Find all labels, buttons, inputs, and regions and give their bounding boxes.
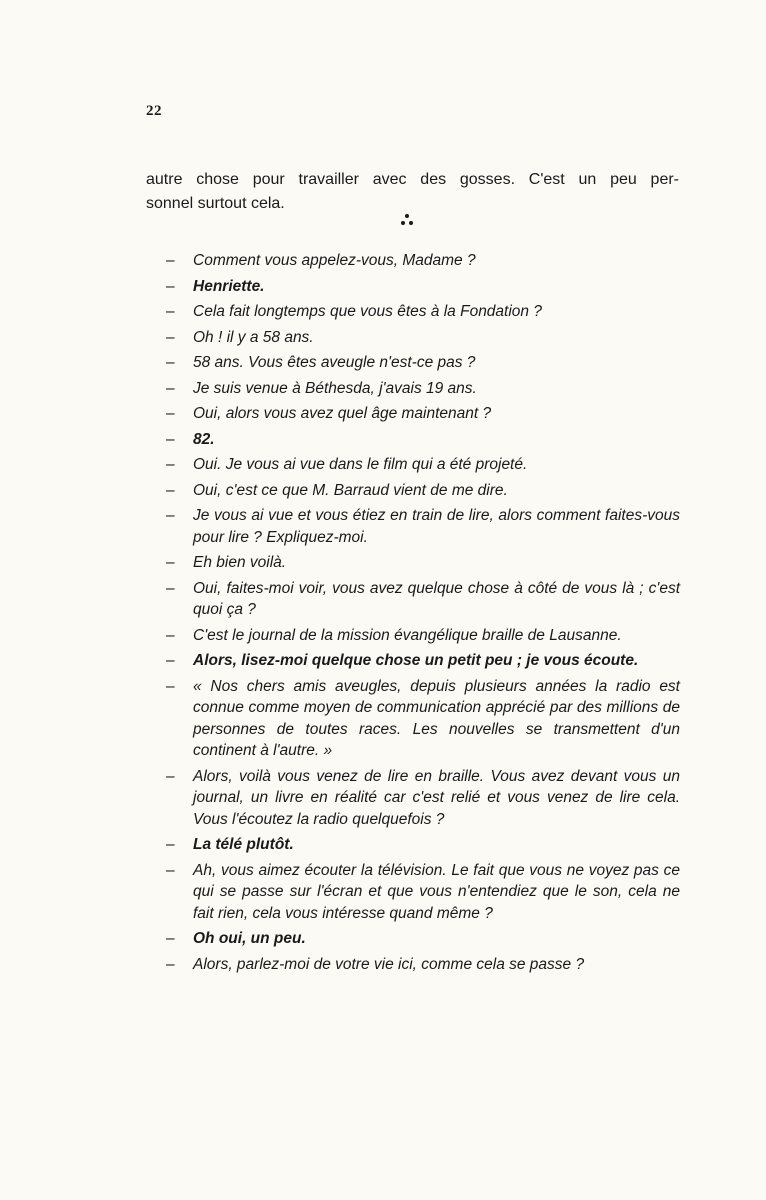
intro-paragraph bbox=[146, 168, 679, 216]
dialogue-dash: – bbox=[166, 652, 175, 669]
dialogue-dash: – bbox=[166, 677, 175, 695]
dialogue-dash: – bbox=[166, 579, 175, 597]
dialogue-line bbox=[166, 928, 680, 950]
dialogue-text: Oui, c'est ce que M. Barraud vient de me dire. bbox=[193, 481, 508, 499]
dialogue-text: Comment vous appelez-vous, Madame ? bbox=[193, 252, 476, 269]
dialogue-dash: – bbox=[166, 277, 175, 295]
dialogue-line bbox=[166, 954, 680, 976]
dialogue-text: Henriette. bbox=[193, 277, 265, 295]
intro-line: autre chose pour travailler avec des gosses. C'est un peu per- bbox=[146, 171, 679, 188]
dialogue-line bbox=[166, 650, 680, 672]
dialogue-dash: – bbox=[166, 626, 175, 644]
dialogue-line bbox=[166, 505, 680, 548]
dialogue-line bbox=[166, 834, 680, 856]
dialogue-line bbox=[166, 676, 680, 762]
dialogue-text: Je suis venue à Béthesda, j'avais 19 ans. bbox=[193, 379, 477, 397]
dialogue-text: Alors, parlez-moi de votre vie ici, comme cela se passe ? bbox=[193, 955, 585, 973]
dialogue-text: Alors, lisez-moi quelque chose un petit peu ; je vous écoute. bbox=[193, 652, 639, 669]
dialogue-line bbox=[166, 403, 680, 425]
dialogue-line bbox=[166, 429, 680, 451]
dialogue-dash: – bbox=[166, 456, 175, 473]
dialogue-dash: – bbox=[166, 767, 175, 785]
dialogue-dash: – bbox=[166, 430, 175, 448]
asterism-separator-icon bbox=[400, 212, 414, 228]
dialogue-dash: – bbox=[166, 507, 175, 524]
dialogue-text: La télé plutôt. bbox=[193, 836, 294, 853]
dialogue-line bbox=[166, 454, 680, 476]
dialogue-dash: – bbox=[166, 252, 175, 269]
dialogue-line bbox=[166, 301, 680, 323]
dialogue-line bbox=[166, 480, 680, 502]
dialogue-dash: – bbox=[166, 554, 175, 571]
dialogue-dash: – bbox=[166, 930, 175, 947]
dialogue-text: C'est le journal de la mission évangélique braille de Lausanne. bbox=[193, 626, 622, 644]
dialogue-line bbox=[166, 578, 680, 621]
dialogue-dash: – bbox=[166, 328, 175, 346]
dialogue-dash: – bbox=[166, 955, 175, 973]
dialogue-dash: – bbox=[166, 405, 175, 422]
dialogue-text: Oui. Je vous ai vue dans le film qui a été projeté. bbox=[193, 456, 528, 473]
page-number: 22 bbox=[146, 103, 162, 119]
dialogue-dash: – bbox=[166, 836, 175, 853]
dialogue-line bbox=[166, 860, 680, 925]
intro-line: sonnel surtout cela. bbox=[146, 195, 285, 212]
interview-dialogue bbox=[166, 250, 680, 979]
dialogue-line bbox=[166, 352, 680, 374]
dialogue-text: Ah, vous aimez écouter la télévision. Le fait que vous ne voyez pas ce qui se passe sur l'écran et que vous n'entendiez que le son, cela ne fait rien, cela vous intéresse quand même ? bbox=[193, 861, 680, 922]
dialogue-dash: – bbox=[166, 481, 175, 499]
dialogue-text: Eh bien voilà. bbox=[193, 554, 287, 571]
dialogue-text: Oh ! il y a 58 ans. bbox=[193, 328, 314, 346]
dialogue-dash: – bbox=[166, 303, 175, 320]
dialogue-text: Oui, alors vous avez quel âge maintenant ? bbox=[193, 405, 492, 422]
dialogue-text: Je vous ai vue et vous étiez en train de lire, alors comment faites-vous pour lire ? Expliquez-moi. bbox=[193, 507, 680, 546]
dialogue-line bbox=[166, 378, 680, 400]
dialogue-line bbox=[166, 766, 680, 831]
dialogue-text: Cela fait longtemps que vous êtes à la Fondation ? bbox=[193, 303, 542, 320]
dialogue-dash: – bbox=[166, 861, 175, 879]
dialogue-text: 58 ans. Vous êtes aveugle n'est-ce pas ? bbox=[193, 354, 476, 371]
dialogue-text: « Nos chers amis aveugles, depuis plusieurs années la radio est connue comme moyen de communication apprécié par des millions de personnes de toutes races. Les nouvelles se transmettent d'un continent à l'autre. » bbox=[193, 677, 680, 759]
dialogue-text: 82. bbox=[193, 430, 215, 448]
dialogue-line bbox=[166, 327, 680, 349]
dialogue-dash: – bbox=[166, 379, 175, 397]
dialogue-line bbox=[166, 250, 680, 272]
dialogue-dash: – bbox=[166, 354, 175, 371]
dialogue-text: Oui, faites-moi voir, vous avez quelque chose à côté de vous là ; c'est quoi ça ? bbox=[193, 579, 680, 618]
dialogue-text: Alors, voilà vous venez de lire en braille. Vous avez devant vous un journal, un livre en réalité car c'est relié et vous venez de lire cela. Vous l'écoutez la radio quelquefois ? bbox=[193, 767, 680, 828]
dialogue-text: Oh oui, un peu. bbox=[193, 930, 306, 947]
dialogue-line bbox=[166, 552, 680, 574]
dialogue-line bbox=[166, 276, 680, 298]
dialogue-line bbox=[166, 625, 680, 647]
